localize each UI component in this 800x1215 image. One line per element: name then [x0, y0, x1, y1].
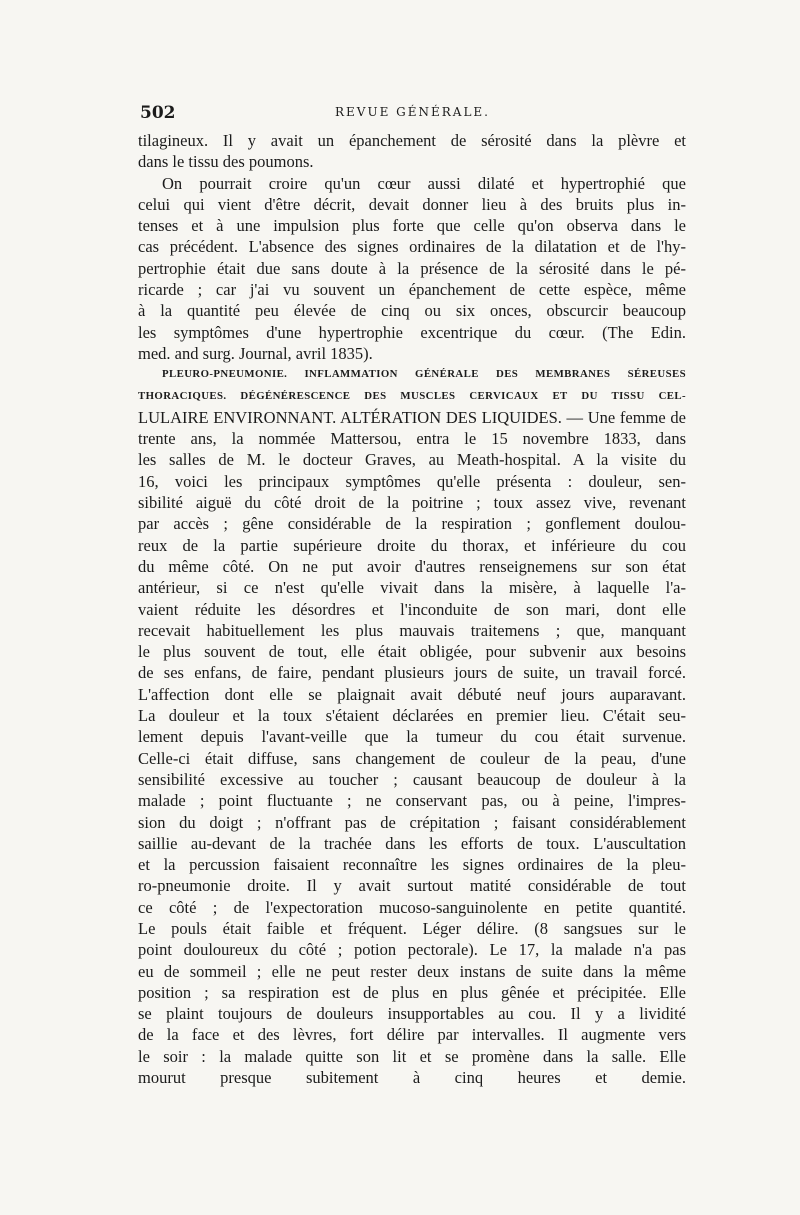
text-line: Celle-ci était diffuse, sans changement de couleur de la peau, d'une — [138, 748, 686, 768]
text-line: trente ans, la nommée Mattersou, entra le 15 novembre 1833, dans — [138, 429, 686, 449]
text-line: saillie au-devant de la trachée dans les efforts de toux. L'auscultation — [138, 833, 686, 853]
text-line: les symptômes d'une hypertrophie excentrique du cœur. (The Edin. — [138, 322, 686, 342]
text-line: position ; sa respiration est de plus en plus gênée et précipitée. Elle — [138, 982, 686, 1002]
text-line: celui qui vient d'être décrit, devait donner lieu à des bruits plus in- — [138, 194, 686, 214]
text-line: sibilité aiguë du côté droit de la poitrine ; toux assez vive, revenant — [138, 493, 686, 513]
text-line: du même côté. On ne put avoir d'autres renseignemens sur son état — [138, 556, 686, 576]
text-line: La douleur et la toux s'étaient déclarées en premier lieu. C'était seu- — [138, 706, 686, 726]
text-line: On pourrait croire qu'un cœur aussi dilaté et hypertrophié que — [162, 173, 686, 193]
text-line: malade ; point fluctuante ; ne conservant pas, ou à peine, l'impres- — [138, 791, 686, 811]
text-line: lement depuis l'avant-veille que la tumeur du cou était survenue. — [138, 727, 686, 747]
text-line: tenses et à une impulsion plus forte que celle qu'on observa dans le — [138, 216, 686, 236]
text-line: de ses enfans, de faire, pendant plusieurs jours de suite, un travail forcé. — [138, 663, 686, 683]
text-line: tilagineux. Il y avait un épanchement de sérosité dans la plèvre et — [138, 131, 686, 150]
text-line: de la face et des lèvres, fort délire par intervalles. Il augmente vers — [138, 1025, 686, 1045]
text-line: ricarde ; car j'ai vu souvent un épanchement de cette espèce, même — [138, 280, 686, 300]
section-heading-line: THORACIQUES. DÉGÉNÉRESCENCE DES MUSCLES CERVICAUX ET DU TISSU CEL- — [138, 389, 686, 402]
text-line: 16, voici les principaux symptômes qu'elle présenta : douleur, sen- — [138, 471, 686, 491]
section-heading-fragment: LULAIRE ENVIRONNANT. ALTÉRATION DES LIQUIDES. — — [138, 407, 584, 427]
page-number: 502 — [140, 103, 176, 123]
section-heading-line: PLEURO-PNEUMONIE. INFLAMMATION GÉNÉRALE DES MEMBRANES SÉREUSES — [162, 368, 686, 381]
text-line: le plus souvent de tout, elle était obligée, pour subvenir aux besoins — [138, 642, 686, 662]
text-line: reux de la partie supérieure droite du thorax, et inférieure du cou — [138, 535, 686, 555]
running-title: REVUE GÉNÉRALE. — [335, 105, 490, 119]
text-line: eu de sommeil ; elle ne peut rester deux instans de suite dans la même — [138, 961, 686, 981]
text-line: par accès ; gêne considérable de la respiration ; gonflement doulou- — [138, 514, 686, 534]
text-line: les salles de M. le docteur Graves, au Meath-hospital. A la visite du — [138, 450, 686, 470]
text-line: pertrophie était due sans doute à la présence de la sérosité dans le pé- — [138, 258, 686, 278]
text-line: à la quantité peu élevée de cinq ou six onces, obscurcir beaucoup — [138, 301, 686, 321]
running-header — [140, 103, 685, 127]
text-line: Le pouls était faible et fréquent. Léger délire. (8 sangsues sur le — [138, 918, 686, 938]
text-line: et la percussion faisaient reconnaître les signes ordinaires de la pleu- — [138, 855, 686, 875]
text-line — [138, 407, 686, 428]
text-line: se plaint toujours de douleurs insupportables au cou. Il y a lividité — [138, 1004, 686, 1024]
text-line: recevait habituellement les plus mauvais traitemens ; que, manquant — [138, 620, 686, 640]
text-line — [138, 1088, 686, 1109]
text-line: vaient réduite les désordres et l'inconduite de son mari, dont elle — [138, 599, 686, 619]
text-line: cas précédent. L'absence des signes ordinaires de la dilatation et de l'hy- — [138, 237, 686, 257]
text-line: antérieur, si ce n'est qu'elle vivait dans la misère, à laquelle l'a- — [138, 578, 686, 598]
text-line: sion du doigt ; n'offrant pas de crépitation ; faisant considérablement — [138, 812, 686, 832]
text-line: point douloureux du côté ; potion pectorale). Le 17, la malade n'a pas — [138, 940, 686, 960]
text-line: ce côté ; de l'expectoration mucoso-sanguinolente en petite quantité. — [138, 897, 686, 917]
text-line: mourut presque subitement à cinq heures et demie. — [138, 1068, 686, 1088]
text-fragment: Une femme de — [587, 407, 686, 427]
text-line: med. and surg. Journal, avril 1835). — [138, 343, 373, 363]
text-line: ro-pneumonie droite. Il y avait surtout matité considérable de tout — [138, 876, 686, 896]
text-line: L'affection dont elle se plaignait avait débuté neuf jours auparavant. — [138, 684, 686, 704]
text-line: dans le tissu des poumons. — [138, 152, 314, 172]
article-body — [138, 130, 686, 1110]
text-line: sensibilité excessive au toucher ; causant beaucoup de douleur à la — [138, 769, 686, 789]
text-line: le soir : la malade quitte son lit et se promène dans la salle. Elle — [138, 1046, 686, 1066]
